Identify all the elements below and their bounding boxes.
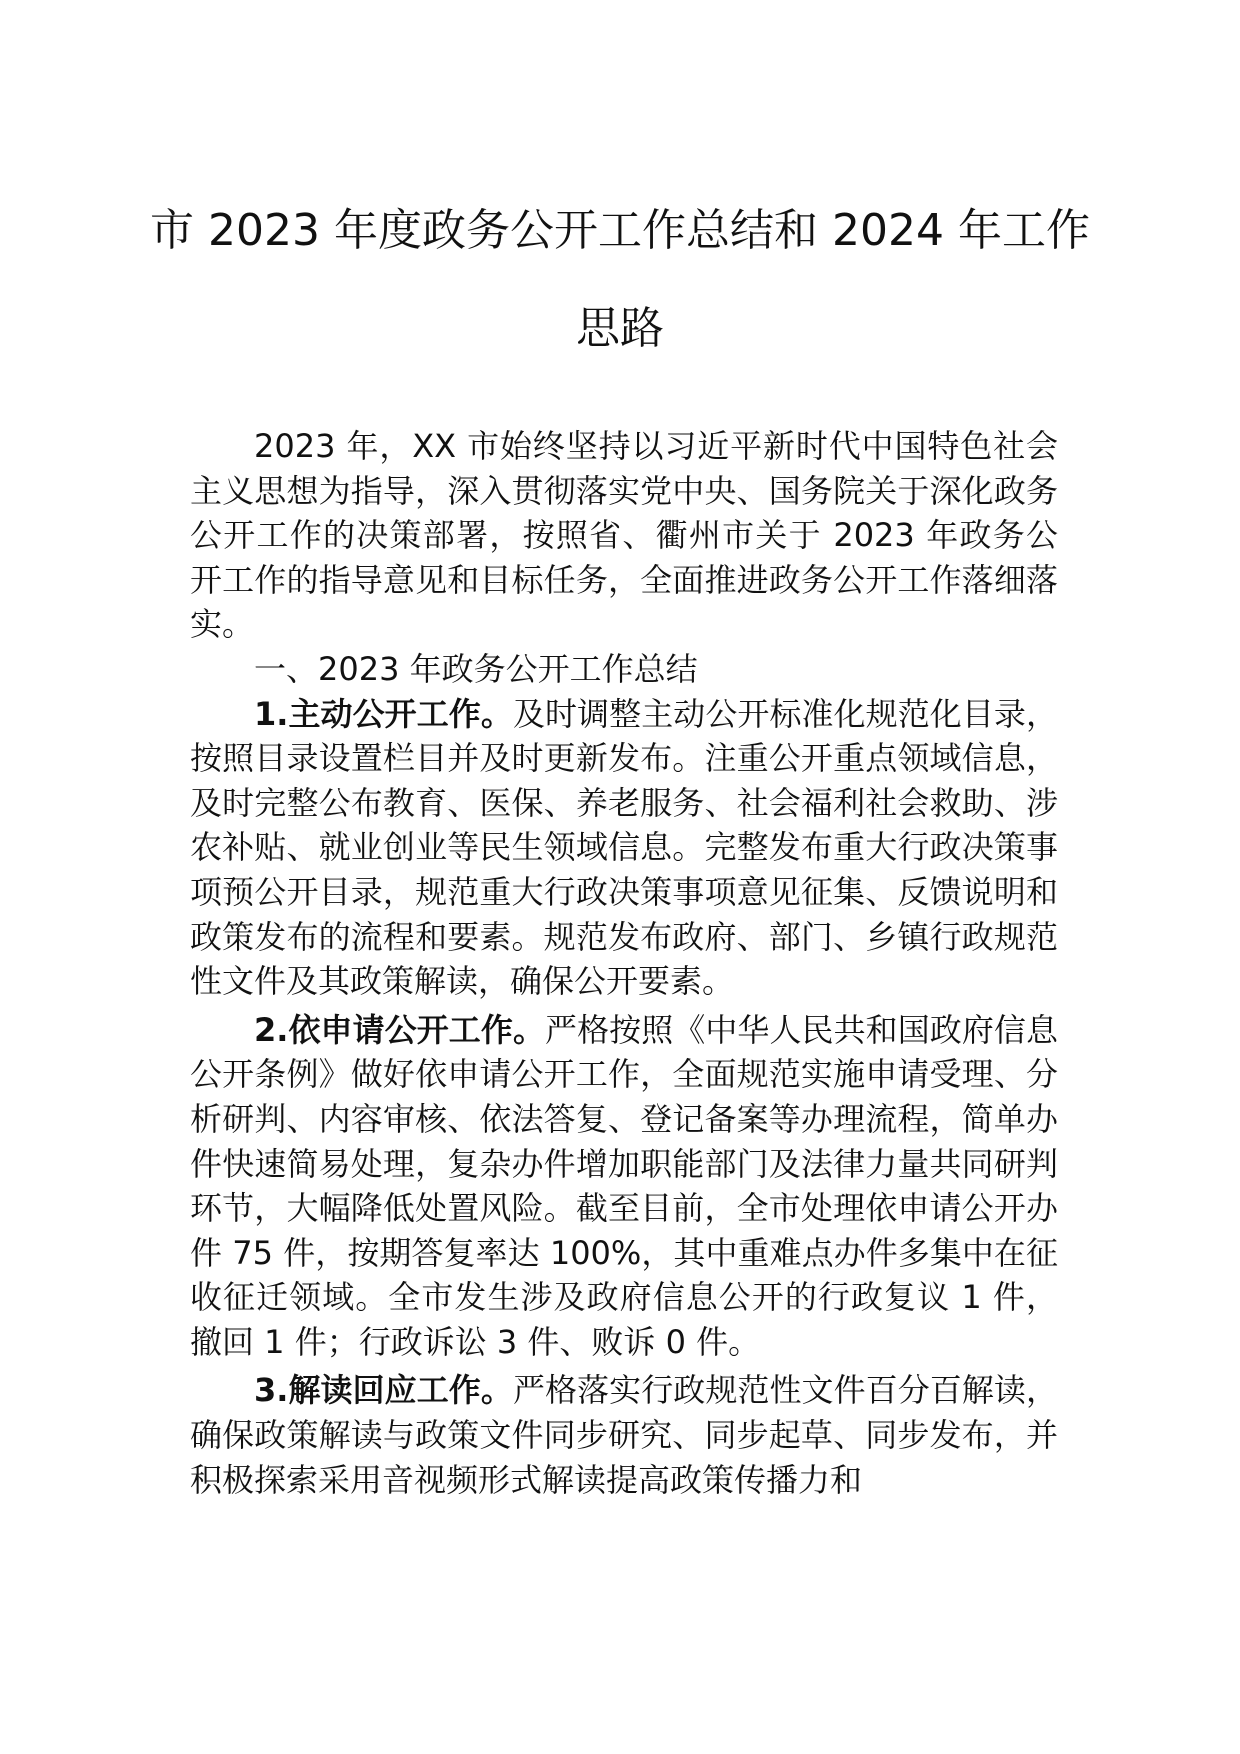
item-text-2: 严格按照《中华人民共和国政府信息公开条例》做好依申请公开工作，全面规范实施申请受理、分析研判、内容审核、依法答复、登记备案等办理流程，简单办件快速简易处理，复杂办件增加职能部门及法律力量共同研判环节，大幅降低处置风险。截至目前，全市处理依申请公开办件 75 件，按期答复率达 100%，其中重难点办件多集中在征收征迁领域。全市发生涉及政府信息公开的行政复议 1 件，撤回 1 件；行政诉讼 3 件、败诉 0 件。 (190, 1010, 1058, 1361)
item-text-3: 严格落实行政规范性文件百分百解读，确保政策解读与政策文件同步研究、同步起草、同步发布，并积极探索采用音视频形式解读提高政策传播力和 (190, 1371, 1058, 1499)
section-heading: 一、2023 年政务公开工作总结 (254, 649, 698, 688)
item-paragraph-2 (190, 1008, 1058, 1365)
item-heading-3: 3.解读回应工作。 (254, 1371, 513, 1410)
document-body (190, 424, 1058, 1502)
item-text-1: 及时调整主动公开标准化规范化目录，按照目录设置栏目并及时更新发布。注重公开重点领域信息，及时完整公布教育、医保、养老服务、社会福利社会救助、涉农补贴、就业创业等民生领域信息。完整发布重大行政决策事项预公开目录，规范重大行政决策事项意见征集、反馈说明和政策发布的流程和要素。规范发布政府、部门、乡镇行政规范性文件及其政策解读，确保公开要素。 (190, 694, 1058, 1001)
document-title: 市 2023 年度政务公开工作总结和 2024 年工作思路 (150, 205, 1090, 354)
item-paragraph-3 (190, 1368, 1058, 1502)
item-heading-1: 1.主动公开工作。 (254, 694, 513, 733)
item-heading-2: 2.依申请公开工作。 (254, 1010, 546, 1049)
item-paragraph-1 (190, 692, 1058, 1004)
intro-paragraph: 2023 年，XX 市始终坚持以习近平新时代中国特色社会主义思想为指导，深入贯彻落实党中央、国务院关于深化政务公开工作的决策部署，按照省、衢州市关于 2023 年政务公开工作的指导意见和目标任务，全面推进政务公开工作落细落实。 (190, 427, 1058, 644)
